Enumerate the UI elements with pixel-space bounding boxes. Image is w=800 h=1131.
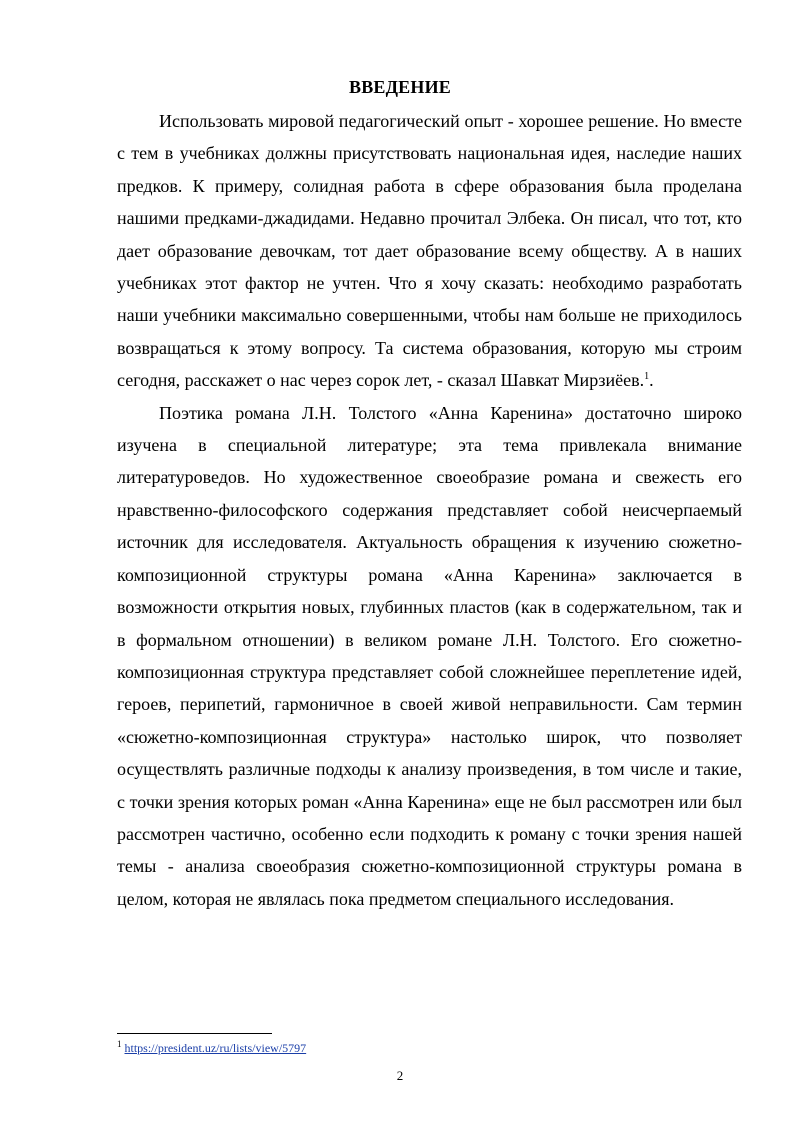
footnote-mark: 1 [117, 1039, 122, 1049]
page-number: 2 [396, 1068, 404, 1083]
paragraph-1-text: Использовать мировой педагогический опыт - хорошее решение. Но вместе с тем в учебниках должны присутствовать национальная идея, наследие наших предков. К примеру, солидная работа в сфере образования была проделана нашими предками-джадидами. Недавно прочитал Элбека. Он писал, что тот, кто дает образование девочкам, тот дает образование всему обществу. А в наших учебниках этот фактор не учтен. Что я хочу сказать: необходимо разработать наши учебники максимально совершенными, чтобы нам больше не приходилось возвращаться к этому вопросу. Та система образования, которую мы строим сегодня, расскажет о нас через сорок лет, - сказал Шавкат Мирзиёев. [117, 111, 742, 391]
footnote-separator [117, 1033, 272, 1034]
document-body [117, 105, 742, 915]
section-heading: ВВЕДЕНИЕ [348, 77, 451, 97]
paragraph-1-tail: . [649, 370, 654, 391]
footnote-link[interactable]: https://president.uz/ru/lists/view/5797 [124, 1041, 307, 1055]
paragraph-2-text: Поэтика романа Л.Н. Толстого «Анна Каренина» достаточно широко изучена в специальной литературе; эта тема привлекала внимание литературоведов. Но художественное своеобразие романа и свежесть его нравственно-философского содержания представляет собой неисчерпаемый источник для исследователя. Актуальность обращения к изучению сюжетно-композиционной структуры романа «Анна Каренина» заключается в возможности открытия новых, глубинных пластов (как в содержательном, так и в формальном отношении) в великом романе Л.Н. Толстого. Его сюжетно-композиционная структура представляет собой сложнейшее переплетение идей, героев, перипетий, гармоничное в своей живой неправильности. Сам термин «сюжетно-композиционная структура» настолько широк, что позволяет осуществлять различные подходы к анализу произведения, в том числе и такие, с точки зрения которых роман «Анна Каренина» еще не был рассмотрен или был рассмотрен частично, особенно если подходить к роману с точки зрения нашей темы - анализа своеобразия сюжетно-композиционной структуры романа в целом, которая не являлась пока предметом специального исследования. [117, 402, 742, 909]
footnote-reference[interactable]: 1 [644, 371, 650, 383]
footnote [117, 1040, 306, 1056]
paragraph-1 [117, 105, 742, 397]
paragraph-2 [117, 397, 742, 916]
